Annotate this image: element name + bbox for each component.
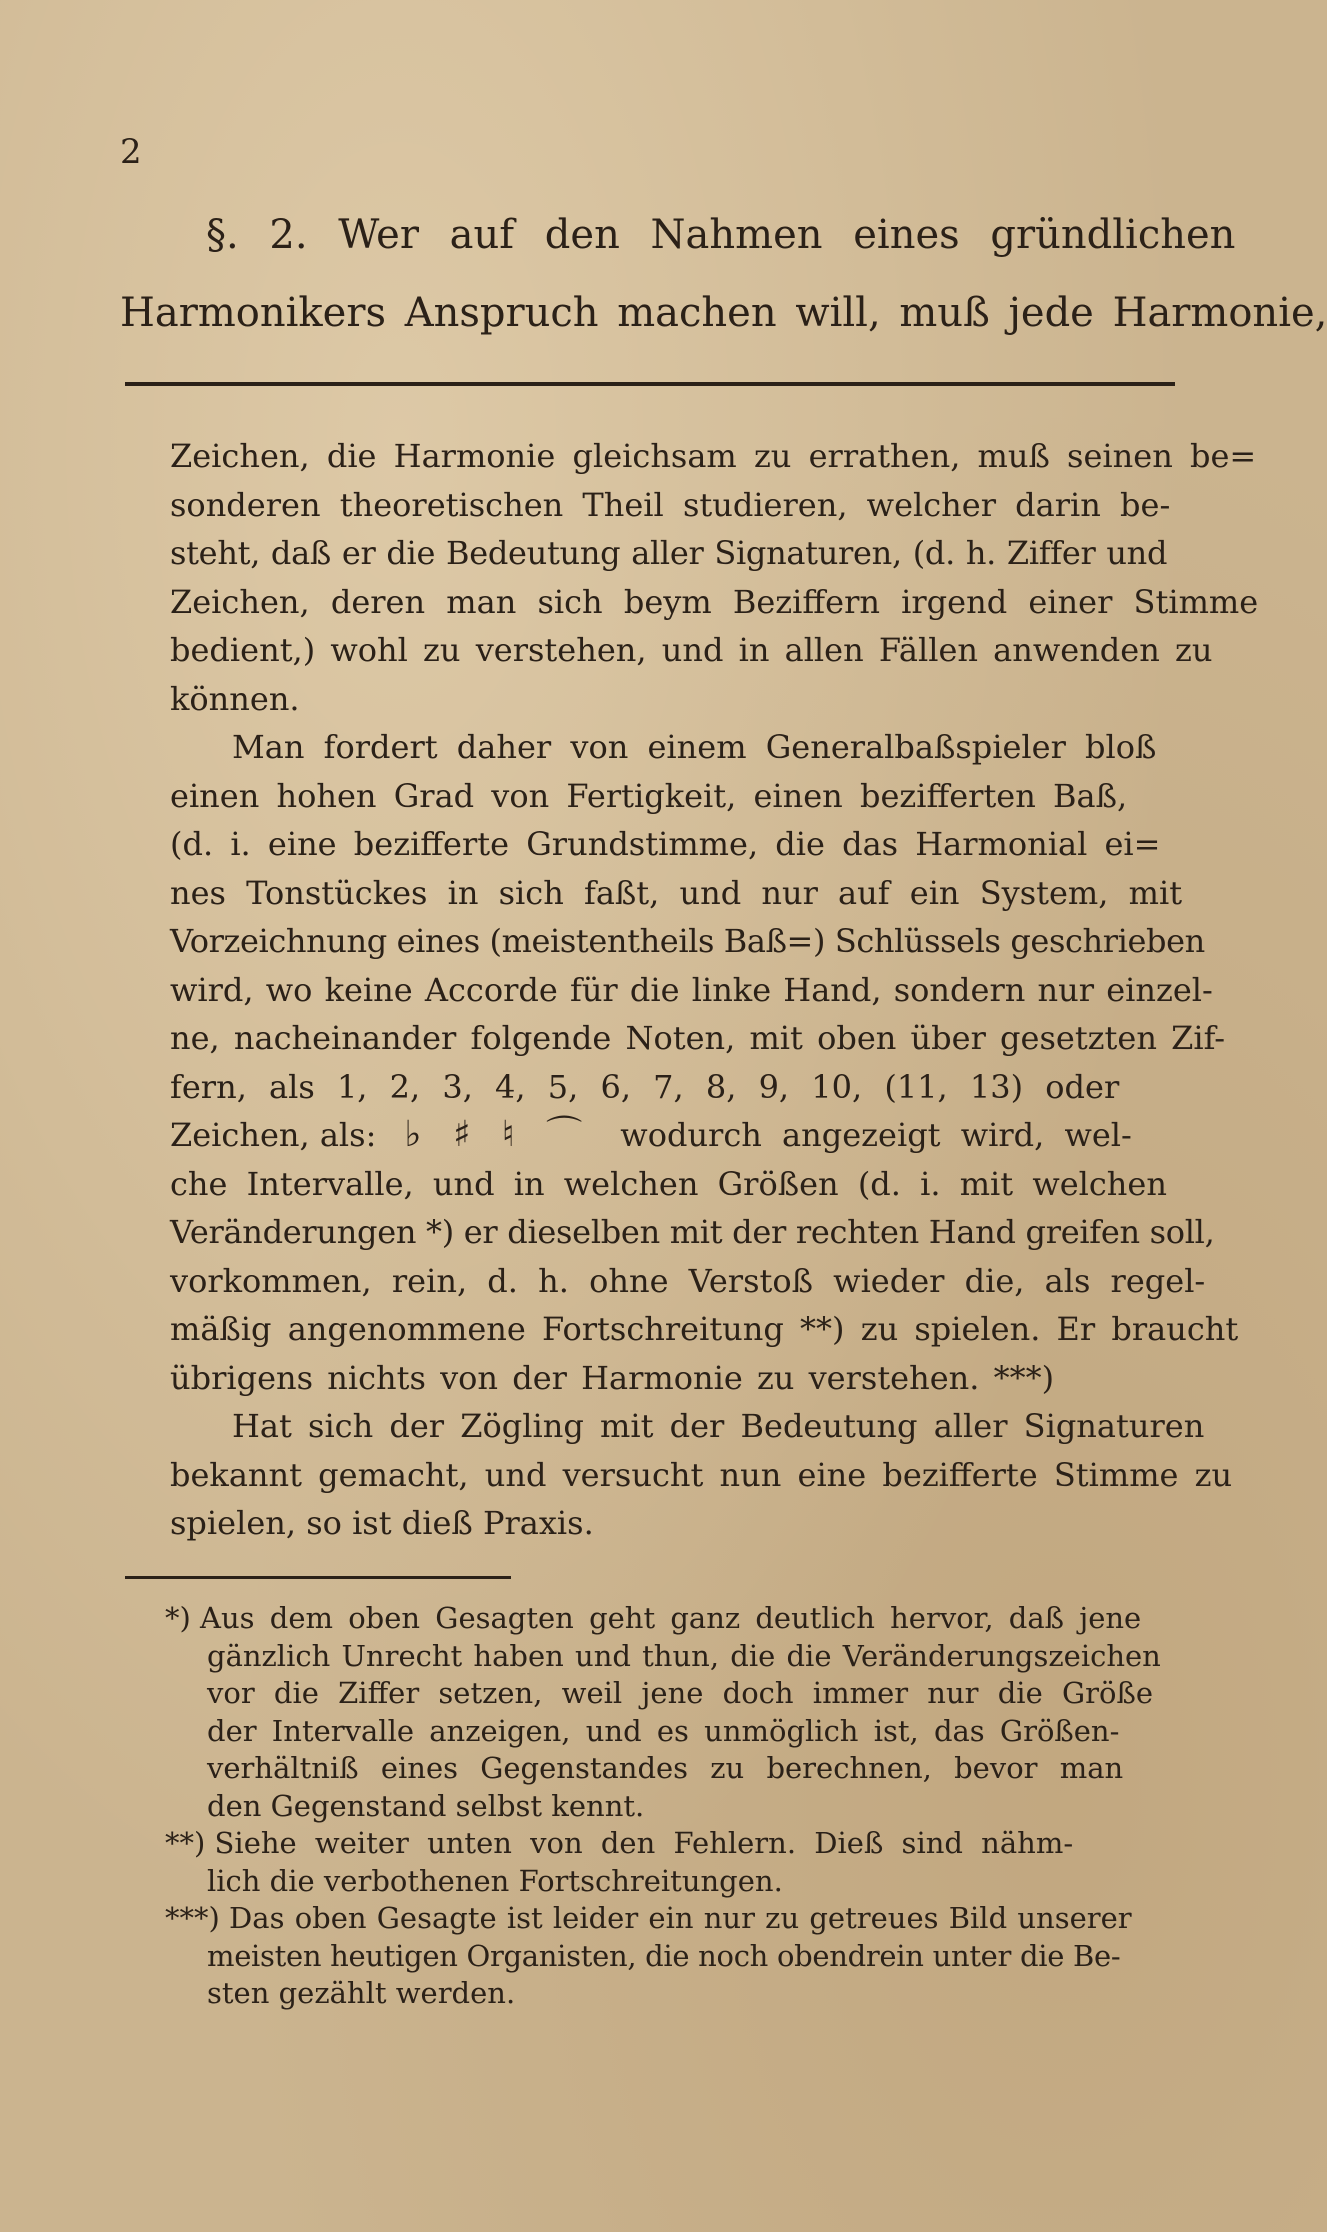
footnote-text: Das oben Gesagte ist leider ein nur zu getreues Bild unserer (229, 1901, 1132, 1935)
footnote-line: sten gezählt werden. (207, 1976, 516, 2010)
body-line: steht, daß er die Bedeutung aller Signaturen, (d. h. Ziffer und (170, 534, 1168, 572)
footnote-line (165, 1600, 1185, 1638)
accidental-signs: ♭ ♯ ♮ ⌒ (404, 1114, 593, 1155)
body-line: che Intervalle, und in welchen Größen (d. i. mit welchen (170, 1164, 1167, 1203)
body-line: Zeichen, die Harmonie gleichsam zu errathen, muß seinen be= (170, 437, 1257, 475)
footnote-mark: **) (165, 1826, 206, 1860)
body-line: Man fordert daher von einem Generalbaßspieler bloß (232, 728, 1157, 766)
footnotes (165, 1600, 1185, 2013)
body-line: Veränderungen *) er dieselben mit der rechten Hand greifen soll, (170, 1213, 1215, 1251)
footnote-line (165, 1900, 1185, 1938)
body-line: nes Tonstückes in sich faßt, und nur auf ein System, mit (170, 873, 1183, 912)
body-line: ne, nacheinander folgende Noten, mit oben über gesetzten Zif- (170, 1019, 1226, 1057)
footnote-line: der Intervalle anzeigen, und es unmöglich ist, das Größen- (207, 1713, 1120, 1748)
footnote-line: vor die Ziffer setzen, weil jene doch immer nur die Größe (207, 1676, 1153, 1710)
body-line: einen hohen Grad von Fertigkeit, einen bezifferten Baß, (170, 776, 1128, 815)
heading-line: §. 2. Wer auf den Nahmen eines gründlichen (206, 212, 1236, 258)
footnote-line: meisten heutigen Organisten, die noch obendrein unter die Be- (207, 1938, 1121, 1973)
body-line: Zeichen, deren man sich beym Beziffern irgend einer Stimme (170, 582, 1259, 621)
footnote-line: den Gegenstand selbst kennt. (207, 1788, 645, 1823)
body-line: bekannt gemacht, und versucht nun eine bezifferte Stimme zu (170, 1455, 1233, 1494)
body-line: bedient,) wohl zu verstehen, und in allen Fällen anwenden zu (170, 631, 1213, 669)
body-text (170, 432, 1259, 1548)
body-line: sonderen theoretischen Theil studieren, welcher darin be- (170, 485, 1171, 524)
footnote-line: gänzlich Unrecht haben und thun, die die Veränderungszeichen (207, 1638, 1161, 1673)
body-line: mäßig angenommene Fortschreitung **) zu spielen. Er braucht (170, 1310, 1239, 1348)
footnote-line (165, 1825, 1185, 1863)
signs-line-before: Zeichen, als: (170, 1116, 377, 1154)
page-number: 2 (120, 132, 142, 172)
footnote-text: Aus dem oben Gesagten geht ganz deutlich hervor, daß jene (200, 1601, 1142, 1635)
body-line: (d. i. eine bezifferte Grundstimme, die das Harmonial ei= (170, 825, 1161, 863)
body-line: Vorzeichnung eines (meistentheils Baß=) Schlüssels geschrieben (170, 922, 1205, 960)
footnote-text: Siehe weiter unten von den Fehlern. Dieß sind nähm- (214, 1826, 1074, 1860)
header-rule (125, 382, 1175, 386)
signs-line-after: wodurch angezeigt wird, wel- (620, 1116, 1132, 1154)
body-line: übrigens nichts von der Harmonie zu verstehen. ***) (170, 1358, 1055, 1397)
body-line: können. (170, 679, 300, 718)
body-line: spielen, so ist dieß Praxis. (170, 1504, 594, 1542)
footnote-line: lich die verbothenen Fortschreitungen. (207, 1863, 783, 1898)
footnote-mark: *) (165, 1601, 191, 1635)
footnote-mark: ***) (165, 1901, 220, 1935)
body-line: Hat sich der Zögling mit der Bedeutung aller Signaturen (232, 1407, 1205, 1445)
footnote-rule (125, 1576, 511, 1579)
signs-line (170, 1111, 1190, 1160)
body-line: wird, wo keine Accorde für die linke Hand, sondern nur einzel- (170, 970, 1213, 1009)
section-heading (120, 196, 1327, 352)
body-line: fern, als 1, 2, 3, 4, 5, 6, 7, 8, 9, 10, (11, 13) oder (170, 1067, 1120, 1106)
body-line: vorkommen, rein, d. h. ohne Verstoß wieder die, als regel- (170, 1261, 1206, 1300)
footnote-line: verhältniß eines Gegenstandes zu berechnen, bevor man (207, 1751, 1124, 1785)
heading-line: Harmonikers Anspruch machen will, muß jede Harmonie, (120, 290, 1327, 336)
